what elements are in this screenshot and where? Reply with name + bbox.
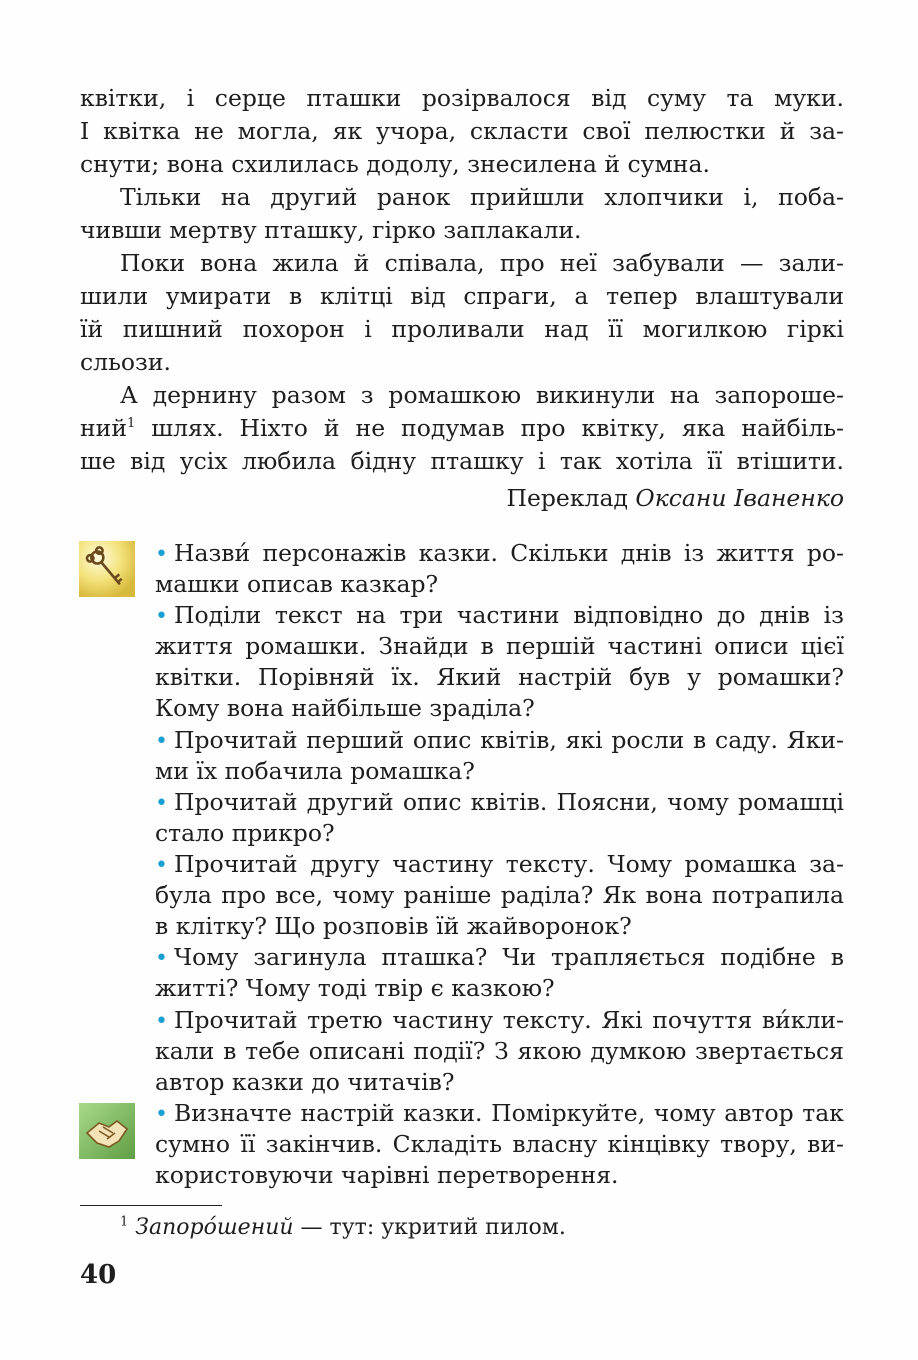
bullet: • <box>155 542 168 567</box>
question-line: Кому вона найбільше зраділа? <box>155 694 535 722</box>
story-line-rest: шлях. Ніхто й не подумав про квітку, яка найбіль- <box>151 414 844 442</box>
footnote-term: Запоро́шений <box>135 1215 294 1240</box>
story-line: шили умирати в клітці від спраги, а тепер влаштували <box>80 282 844 310</box>
question-line: була про все, чому раніше раділа? Як вона потрапила <box>155 881 844 909</box>
footnote-definition: — тут: укритий пилом. <box>300 1215 566 1240</box>
bullet: • <box>155 1102 168 1127</box>
story-line: Тільки на другий ранок прийшли хлопчики і, поба- <box>120 183 844 211</box>
footnote <box>120 1211 566 1244</box>
footnote-divider <box>80 1205 222 1206</box>
bullet: • <box>155 946 168 971</box>
question-item: • Прочитай другу частину тексту. Чому ромашка за- <box>155 850 844 878</box>
question-line: сумно її закінчив. Складіть власну кінцівку твору, ви- <box>155 1130 844 1158</box>
question-line: машки описав казкар? <box>155 570 439 598</box>
question-item: • Прочитай перший опис квітів, які росли в саду. Яки- <box>155 726 844 754</box>
story-line: ше від усіх любила бідну пташку і так хотіла її втішити. <box>80 447 844 475</box>
bullet: • <box>155 853 168 878</box>
footnote-number: 1 <box>120 1214 129 1230</box>
story-line: чивши мертву пташку, гірко заплакали. <box>80 216 582 244</box>
story-line: А дернину разом з ромашкою викинули на запороше- <box>120 381 844 409</box>
bullet: • <box>155 1009 168 1034</box>
question-line: автор казки до читачів? <box>155 1068 455 1096</box>
footnote-word-start: ний <box>80 414 127 442</box>
page-number: 40 <box>80 1260 117 1290</box>
question-line: житті? Чому тоді твір є казкою? <box>155 974 555 1002</box>
question-line: стало прикро? <box>155 819 335 847</box>
question-item: • Поділи текст на три частини відповідно до днів із <box>155 601 844 629</box>
key-icon <box>79 541 135 597</box>
story-line: сльози. <box>80 348 171 376</box>
question-line: життя ромашки. Знайди в першій частині описи цієї <box>155 632 844 660</box>
bullet: • <box>155 791 168 816</box>
question-item: • Назви́ персонажів казки. Скільки днів із життя ро- <box>155 539 844 567</box>
story-line: І квітка не могла, як учора, скласти свої пелюстки й за- <box>80 117 844 145</box>
credit-prefix: Переклад <box>506 484 628 512</box>
question-line: ми їх побачила ромашка? <box>155 757 475 785</box>
story-line-with-footnote <box>80 412 844 445</box>
question-item: • Прочитай другий опис квітів. Поясни, чому ромашці <box>155 788 844 816</box>
question-item: • Чому загинула пташка? Чи трапляється подібне в <box>155 943 844 971</box>
question-line: квітки. Порівняй їх. Який настрій був у ромашки? <box>155 663 844 691</box>
bullet: • <box>155 729 168 754</box>
credit-translator: Оксани Іваненко <box>635 484 844 512</box>
footnote-marker: 1 <box>127 416 136 432</box>
story-line: снути; вона схилилась додолу, знесилена й сумна. <box>80 150 710 178</box>
question-line: в клітку? Що розповів їй жайворонок? <box>155 912 632 940</box>
question-line: кали в тебе описані події? З якою думкою звертається <box>155 1037 844 1065</box>
question-line: користовуючи чарівні перетворення. <box>155 1161 619 1189</box>
question-item: • Прочитай третю частину тексту. Які почуття ви́кли- <box>155 1006 844 1034</box>
question-item: • Визначте настрій казки. Поміркуйте, чому автор так <box>155 1099 844 1127</box>
translation-credit <box>506 482 844 515</box>
story-line: їй пишний похорон і проливали над її могилкою гіркі <box>80 315 844 343</box>
story-line: Поки вона жила й співала, про неї забували — зали- <box>120 249 844 277</box>
handshake-icon <box>79 1103 135 1159</box>
story-line: квітки, і серце пташки розірвалося від суму та муки. <box>80 84 844 112</box>
bullet: • <box>155 604 168 629</box>
